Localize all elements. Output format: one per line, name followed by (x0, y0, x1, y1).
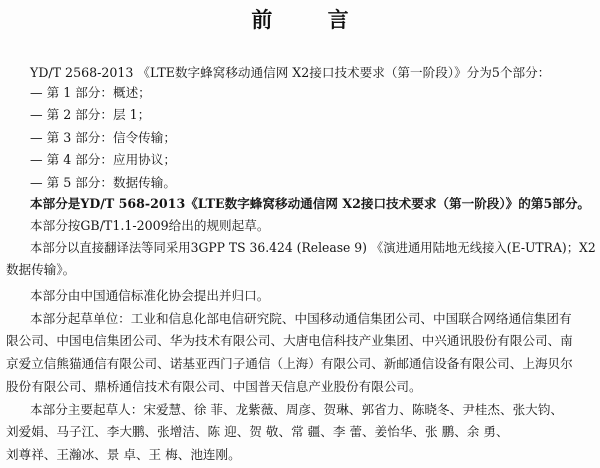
translation-line-1: 本部分以直接翻译法等同采用3GPP TS 36.424 (Release 9) 《演进通用陆地无线接入(E-UTRA)；X2 (30, 240, 596, 255)
part-item-1: — 第 1 部分：概述； (30, 85, 151, 100)
drafters-line-1: 本部分主要起草人：宋爱慧、徐 菲、龙紫薇、周彦、贺琳、郭省力、陈晓冬、尹桂杰、张大钧、 (30, 402, 563, 417)
part-statement: 本部分是YD/T 568-2013《LTE数字蜂窝移动通信网 X2接口技术要求（第一阶段）》的第5部分。 (30, 196, 591, 211)
part-item-5: — 第 5 部分：数据传输。 (30, 175, 176, 190)
page-title: 前 言 (251, 8, 373, 32)
drafting-units-line-2: 限公司、中国电信集团公司、华为技术有限公司、大唐电信科技产业集团、中兴通讯股份有限公司、南 (6, 333, 573, 348)
drafting-units-line-4: 股份有限公司、鼎桥通信技术有限公司、中国普天信息产业股份有限公司。 (6, 379, 422, 394)
part-item-3: — 第 3 部分：信令传输； (30, 130, 176, 145)
proposer-line: 本部分由中国通信标准化协会提出并归口。 (30, 288, 270, 303)
part-item-4: — 第 4 部分：应用协议； (30, 152, 176, 167)
drafting-units-line-3: 京爱立信熊猫通信有限公司、诺基亚西门子通信（上海）有限公司、新邮通信设备有限公司、上海贝尔 (6, 356, 573, 371)
part-item-2: — 第 2 部分：层 1； (30, 107, 151, 122)
drafters-line-3: 刘尊祥、王瀚冰、景 卓、王 梅、池连刚。 (6, 447, 241, 462)
intro-line: YD/T 2568-2013 《LTE数字蜂窝移动通信网 X2接口技术要求（第一阶段）》分为5个部分： (30, 65, 551, 80)
drafting-rule: 本部分按GB/T1.1-2009给出的规则起草。 (30, 218, 270, 233)
translation-line-2: 数据传输》。 (6, 262, 76, 277)
drafters-line-2: 刘爱娟、马子江、李大鹏、张增洁、陈 迎、贺 敬、常 疆、李 蕾、姜怡华、张 鹏、余 勇、 (6, 424, 509, 439)
drafting-units-line-1: 本部分起草单位：工业和信息化部电信研究院、中国移动通信集团公司、中国联合网络通信集团有 (30, 311, 572, 326)
